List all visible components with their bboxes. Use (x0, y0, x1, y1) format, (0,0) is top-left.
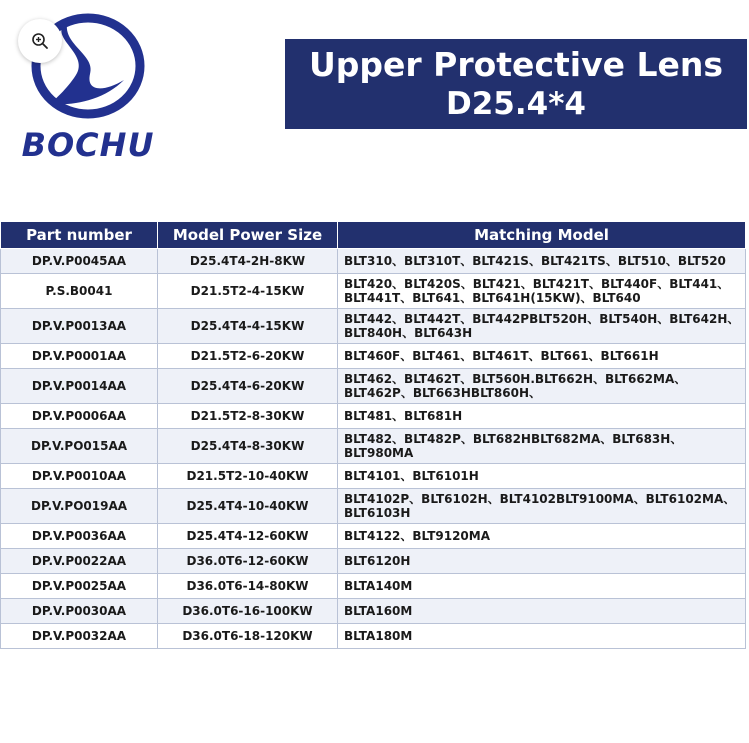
matching-model-cell: BLT442、BLT442T、BLT442PBLT520H、BLT540H、BLT642H、BLT840H、BLT643H (338, 309, 746, 344)
power-size-cell: D25.4T4-4-15KW (158, 309, 338, 344)
power-size-cell: D36.0T6-14-80KW (158, 574, 338, 599)
brand-name: BOCHU (21, 126, 155, 164)
power-size-cell: D25.4T4-12-60KW (158, 524, 338, 549)
matching-model-cell: BLT6120H (338, 549, 746, 574)
matching-model-cell: BLTA140M (338, 574, 746, 599)
zoom-button[interactable] (18, 19, 62, 63)
table-row (1, 274, 746, 309)
table-row (1, 344, 746, 369)
power-size-cell: D21.5T2-8-30KW (158, 404, 338, 429)
parts-table (0, 221, 746, 649)
matching-model-cell: BLT460F、BLT461、BLT461T、BLT661、BLT661H (338, 344, 746, 369)
power-size-cell: D25.4T4-2H-8KW (158, 249, 338, 274)
matching-model-cell: BLT4101、BLT6101H (338, 464, 746, 489)
table-row (1, 599, 746, 624)
table-row (1, 549, 746, 574)
part-number-cell: DP.V.PO015AA (1, 429, 158, 464)
table-row (1, 464, 746, 489)
matching-model-cell: BLTA160M (338, 599, 746, 624)
part-number-cell: DP.V.P0030AA (1, 599, 158, 624)
power-size-cell: D25.4T4-8-30KW (158, 429, 338, 464)
part-number-cell: DP.V.P0032AA (1, 624, 158, 649)
power-size-cell: D36.0T6-12-60KW (158, 549, 338, 574)
table-row (1, 624, 746, 649)
title-line-2: D25.4*4 (446, 86, 586, 122)
power-size-cell: D25.4T4-6-20KW (158, 369, 338, 404)
table-row (1, 489, 746, 524)
part-number-cell: DP.V.P0045AA (1, 249, 158, 274)
table-row (1, 524, 746, 549)
table-row (1, 429, 746, 464)
table-row (1, 309, 746, 344)
matching-model-cell: BLT310、BLT310T、BLT421S、BLT421TS、BLT510、BLT520 (338, 249, 746, 274)
power-size-cell: D21.5T2-4-15KW (158, 274, 338, 309)
table-header-row (1, 222, 746, 249)
matching-model-cell: BLT4122、BLT9120MA (338, 524, 746, 549)
header-model-power-size: Model Power Size (158, 222, 338, 249)
power-size-cell: D21.5T2-10-40KW (158, 464, 338, 489)
part-number-cell: DP.V.P0001AA (1, 344, 158, 369)
part-number-cell: P.S.B0041 (1, 274, 158, 309)
table-row (1, 404, 746, 429)
header-matching-model: Matching Model (338, 222, 746, 249)
part-number-cell: DP.V.P0014AA (1, 369, 158, 404)
page-title (285, 39, 747, 129)
matching-model-cell: BLTA180M (338, 624, 746, 649)
part-number-cell: DP.V.P0013AA (1, 309, 158, 344)
part-number-cell: DP.V.P0006AA (1, 404, 158, 429)
matching-model-cell: BLT482、BLT482P、BLT682HBLT682MA、BLT683H、BLT980MA (338, 429, 746, 464)
power-size-cell: D21.5T2-6-20KW (158, 344, 338, 369)
power-size-cell: D36.0T6-18-120KW (158, 624, 338, 649)
zoom-in-icon (31, 32, 49, 50)
header-part-number: Part number (1, 222, 158, 249)
table-row (1, 249, 746, 274)
title-line-1: Upper Protective Lens (308, 45, 724, 84)
table-row (1, 369, 746, 404)
power-size-cell: D25.4T4-10-40KW (158, 489, 338, 524)
part-number-cell: DP.V.P0025AA (1, 574, 158, 599)
table-row (1, 574, 746, 599)
matching-model-cell: BLT481、BLT681H (338, 404, 746, 429)
matching-model-cell: BLT4102P、BLT6102H、BLT4102BLT9100MA、BLT6102MA、BLT6103H (338, 489, 746, 524)
power-size-cell: D36.0T6-16-100KW (158, 599, 338, 624)
part-number-cell: DP.V.PO019AA (1, 489, 158, 524)
part-number-cell: DP.V.P0036AA (1, 524, 158, 549)
matching-model-cell: BLT462、BLT462T、BLT560H.BLT662H、BLT662MA、BLT462P、BLT663HBLT860H、 (338, 369, 746, 404)
part-number-cell: DP.V.P0022AA (1, 549, 158, 574)
matching-model-cell: BLT420、BLT420S、BLT421、BLT421T、BLT440F、BLT441、BLT441T、BLT641、BLT641H(15KW)、BLT640 (338, 274, 746, 309)
part-number-cell: DP.V.P0010AA (1, 464, 158, 489)
